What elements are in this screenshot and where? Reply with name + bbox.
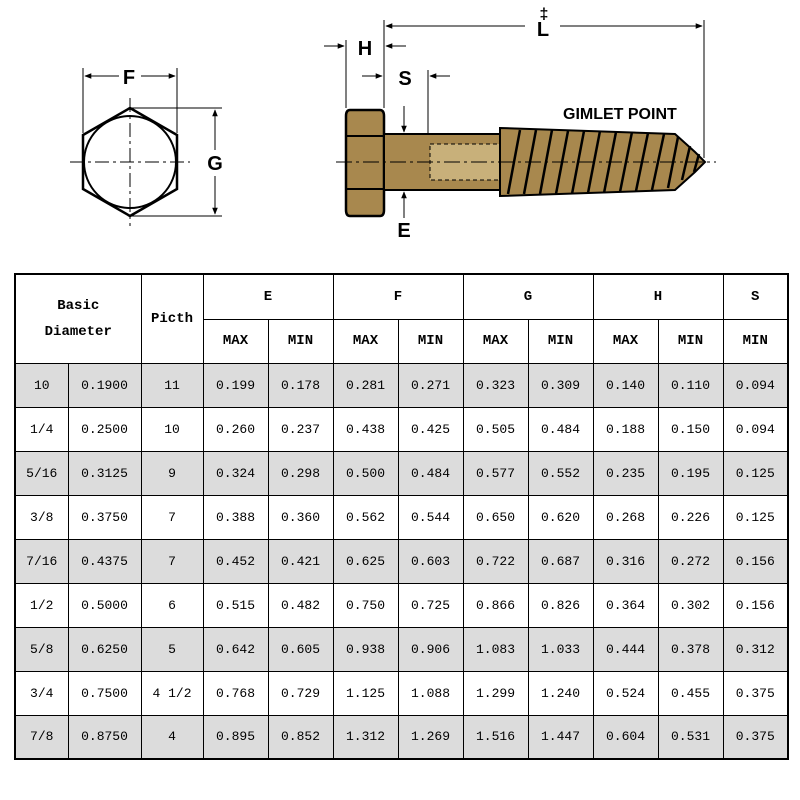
cell-pitch: 9 [141, 451, 203, 495]
cell-f-min: 0.906 [398, 627, 463, 671]
cell-f-max: 0.562 [333, 495, 398, 539]
cell-f-min: 1.269 [398, 715, 463, 759]
dimension-label-f: F [122, 67, 136, 89]
cell-f-max: 0.500 [333, 451, 398, 495]
header-h-max: MAX [593, 319, 658, 363]
cell-h-min: 0.302 [658, 583, 723, 627]
cell-h-max: 0.364 [593, 583, 658, 627]
cell-h-max: 0.235 [593, 451, 658, 495]
table-row [15, 715, 788, 759]
cell-g-min: 1.447 [528, 715, 593, 759]
cell-h-min: 0.531 [658, 715, 723, 759]
header-group-g: G [463, 274, 593, 319]
cell-s-min: 0.312 [723, 627, 788, 671]
dagger-symbol: ‡ [539, 6, 549, 23]
table-row [15, 407, 788, 451]
cell-f-max: 1.312 [333, 715, 398, 759]
cell-g-max: 0.722 [463, 539, 528, 583]
cell-s-min: 0.094 [723, 363, 788, 407]
cell-e-min: 0.729 [268, 671, 333, 715]
header-group-f: F [333, 274, 463, 319]
header-f-min: MIN [398, 319, 463, 363]
cell-basic-diameter: 0.1900 [68, 363, 141, 407]
cell-g-max: 1.516 [463, 715, 528, 759]
cell-f-min: 0.271 [398, 363, 463, 407]
cell-g-max: 1.083 [463, 627, 528, 671]
cell-f-min: 1.088 [398, 671, 463, 715]
table-row [15, 495, 788, 539]
cell-g-max: 1.299 [463, 671, 528, 715]
cell-pitch: 6 [141, 583, 203, 627]
cell-g-min: 1.240 [528, 671, 593, 715]
cell-g-max: 0.577 [463, 451, 528, 495]
cell-e-min: 0.482 [268, 583, 333, 627]
cell-h-min: 0.226 [658, 495, 723, 539]
cell-h-min: 0.455 [658, 671, 723, 715]
cell-f-min: 0.425 [398, 407, 463, 451]
cell-e-max: 0.895 [203, 715, 268, 759]
dimension-label-s: S [398, 68, 412, 90]
cell-e-max: 0.642 [203, 627, 268, 671]
table-row [15, 583, 788, 627]
cell-e-min: 0.298 [268, 451, 333, 495]
header-group-e: E [203, 274, 333, 319]
cell-basic-diameter: 0.2500 [68, 407, 141, 451]
cell-basic-diameter: 0.3125 [68, 451, 141, 495]
header-f-max: MAX [333, 319, 398, 363]
cell-s-min: 0.156 [723, 583, 788, 627]
cell-pitch: 5 [141, 627, 203, 671]
gimlet-point-label: GIMLET POINT [563, 106, 677, 123]
cell-s-min: 0.375 [723, 715, 788, 759]
cell-e-min: 0.421 [268, 539, 333, 583]
cell-basic-size: 3/4 [15, 671, 68, 715]
cell-e-min: 0.852 [268, 715, 333, 759]
cell-e-max: 0.452 [203, 539, 268, 583]
table-row [15, 363, 788, 407]
table-row [15, 451, 788, 495]
cell-s-min: 0.125 [723, 451, 788, 495]
cell-g-max: 0.505 [463, 407, 528, 451]
cell-basic-size: 7/8 [15, 715, 68, 759]
cell-basic-size: 7/16 [15, 539, 68, 583]
cell-basic-size: 5/8 [15, 627, 68, 671]
cell-h-min: 0.195 [658, 451, 723, 495]
cell-e-min: 0.605 [268, 627, 333, 671]
header-e-max: MAX [203, 319, 268, 363]
table-body [15, 363, 788, 759]
cell-f-max: 0.750 [333, 583, 398, 627]
cell-e-min: 0.237 [268, 407, 333, 451]
cell-h-min: 0.378 [658, 627, 723, 671]
cell-basic-diameter: 0.8750 [68, 715, 141, 759]
cell-h-max: 0.444 [593, 627, 658, 671]
cell-h-min: 0.272 [658, 539, 723, 583]
cell-f-min: 0.544 [398, 495, 463, 539]
cell-f-min: 0.603 [398, 539, 463, 583]
cell-basic-size: 5/16 [15, 451, 68, 495]
cell-e-max: 0.260 [203, 407, 268, 451]
lag-screw-diagram [0, 0, 800, 260]
dimension-label-e: E [397, 220, 411, 242]
cell-f-min: 0.484 [398, 451, 463, 495]
cell-pitch: 7 [141, 495, 203, 539]
dimension-label-l: L [536, 19, 550, 41]
cell-s-min: 0.125 [723, 495, 788, 539]
cell-basic-size: 3/8 [15, 495, 68, 539]
cell-basic-diameter: 0.7500 [68, 671, 141, 715]
cell-basic-size: 1/2 [15, 583, 68, 627]
cell-basic-size: 10 [15, 363, 68, 407]
cell-g-min: 0.552 [528, 451, 593, 495]
header-s-min: MIN [723, 319, 788, 363]
header-g-min: MIN [528, 319, 593, 363]
cell-pitch: 7 [141, 539, 203, 583]
cell-h-max: 0.268 [593, 495, 658, 539]
header-g-max: MAX [463, 319, 528, 363]
cell-basic-diameter: 0.4375 [68, 539, 141, 583]
header-group-h: H [593, 274, 723, 319]
cell-g-min: 0.309 [528, 363, 593, 407]
cell-h-max: 0.140 [593, 363, 658, 407]
cell-g-min: 0.484 [528, 407, 593, 451]
cell-g-min: 0.620 [528, 495, 593, 539]
cell-basic-size: 1/4 [15, 407, 68, 451]
table-row [15, 671, 788, 715]
cell-f-max: 0.438 [333, 407, 398, 451]
cell-e-max: 0.199 [203, 363, 268, 407]
cell-basic-diameter: 0.6250 [68, 627, 141, 671]
header-basic-diameter: Basic Diameter [15, 274, 141, 363]
cell-pitch: 4 [141, 715, 203, 759]
cell-basic-diameter: 0.5000 [68, 583, 141, 627]
cell-h-max: 0.188 [593, 407, 658, 451]
cell-e-max: 0.768 [203, 671, 268, 715]
cell-s-min: 0.375 [723, 671, 788, 715]
cell-pitch: 11 [141, 363, 203, 407]
cell-f-min: 0.725 [398, 583, 463, 627]
cell-e-max: 0.515 [203, 583, 268, 627]
cell-h-max: 0.604 [593, 715, 658, 759]
cell-h-min: 0.150 [658, 407, 723, 451]
table-row [15, 539, 788, 583]
dimension-label-g: G [207, 153, 223, 175]
header-e-min: MIN [268, 319, 333, 363]
cell-pitch: 4 1/2 [141, 671, 203, 715]
cell-g-min: 0.687 [528, 539, 593, 583]
cell-e-min: 0.178 [268, 363, 333, 407]
header-pitch: Picth [141, 274, 203, 363]
cell-f-max: 0.938 [333, 627, 398, 671]
cell-e-max: 0.324 [203, 451, 268, 495]
hex-head-end-view [70, 68, 222, 226]
dimension-label-h: H [357, 38, 373, 60]
header-h-min: MIN [658, 319, 723, 363]
header-group-s: S [723, 274, 788, 319]
cell-f-max: 0.281 [333, 363, 398, 407]
lag-screw-dimension-table [14, 273, 789, 760]
cell-basic-diameter: 0.3750 [68, 495, 141, 539]
cell-e-max: 0.388 [203, 495, 268, 539]
cell-g-max: 0.866 [463, 583, 528, 627]
cell-g-min: 1.033 [528, 627, 593, 671]
cell-s-min: 0.156 [723, 539, 788, 583]
cell-f-max: 1.125 [333, 671, 398, 715]
cell-g-min: 0.826 [528, 583, 593, 627]
cell-e-min: 0.360 [268, 495, 333, 539]
cell-h-min: 0.110 [658, 363, 723, 407]
cell-h-max: 0.524 [593, 671, 658, 715]
cell-g-max: 0.323 [463, 363, 528, 407]
cell-f-max: 0.625 [333, 539, 398, 583]
cell-h-max: 0.316 [593, 539, 658, 583]
cell-pitch: 10 [141, 407, 203, 451]
cell-s-min: 0.094 [723, 407, 788, 451]
table-row [15, 627, 788, 671]
cell-g-max: 0.650 [463, 495, 528, 539]
